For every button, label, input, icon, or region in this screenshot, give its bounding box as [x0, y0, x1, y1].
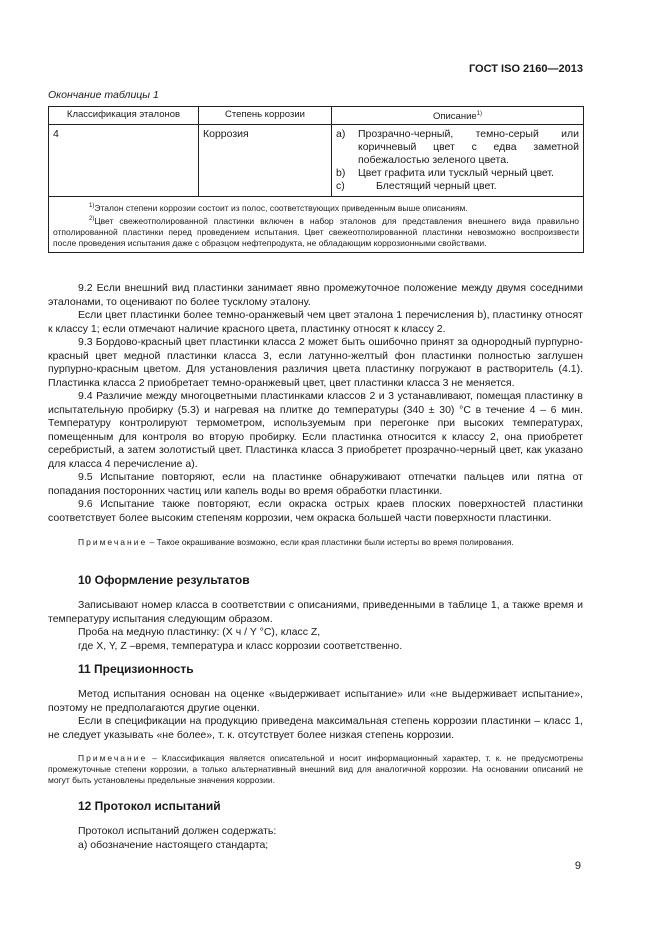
paragraph-11-2: Если в спецификации на продукцию приведена максимальная степень коррозии пластинки – класс 1, не следует указывать «не более», т. к. отсутствует более низкая степень коррозии.: [48, 715, 583, 741]
paragraph-12-2: а) обозначение настоящего стандарта;: [78, 838, 269, 851]
table-header-row: [49, 107, 584, 125]
description-item: b) Цвет графита или тусклый черный цвет.: [336, 167, 554, 180]
paragraph-10-2: Проба на медную пластинку: (X ч / Y °C), класс Z,: [78, 626, 321, 638]
description-item: a) Прозрачно-черный, темно-серый или коричневый цвет с едва заметной побежалостью зеленого цвета.: [336, 128, 579, 167]
paragraph-10-3: где X, Y, Z –время, температура и класс коррозии соответственно.: [78, 639, 403, 652]
paragraph-11-1: Метод испытания основан на оценке «выдерживает испытание» или «не выдерживает испытание», поэтому не предполагаются другие оценки.: [48, 688, 583, 714]
corrosion-table: [48, 106, 584, 253]
section-11-note: Примечание – Классификация является описательной и носит информационный характер, т. к. не предусмотрены промежуточные степени коррозии, а только альтернативный внешний вид для аналогичной коррозии. На основании описаний не могут быть установлены предельные значения коррозии.: [48, 753, 583, 785]
cell-description: [332, 125, 584, 197]
table-footnotes: [49, 197, 584, 253]
paragraph-9-3: 9.3 Бордово-красный цвет пластинки класса 2 может быть ошибочно принят за однородный пурпурно-красный цвет медной пластинки класса 3, если латунно-желтый фон пластинки полностью заглушен пурпурно-красным цветом. Для установления различия цвета пластинку погружают в растворитель (4.1). Пластинка класса 2 приобретает темно-оранжевый цвет, цвет пластинки класса 3 не меняется.: [48, 336, 583, 389]
cell-classification: 4: [49, 125, 199, 197]
section-10-title: 10 Оформление результатов: [78, 573, 250, 587]
header-classification: Классификация эталонов: [49, 107, 199, 125]
section-11-title: 11 Прецизионность: [78, 662, 194, 676]
section-9-body: [48, 282, 583, 525]
footnote-2: $^{2)}$Цвет свежеотполированной пластинки включен в набор эталонов для представления внешнего вида правильно отполированной пластинки перед проведением испытания. Цвет свежеотполированной пластинки невозможно воспроизвести после проведения испытания даже с образцом нефтепродукта, не обладающим коррозионными свойствами.: [53, 215, 579, 248]
section-12-title: 12 Протокол испытаний: [78, 799, 221, 813]
paragraph-9-4: 9.4 Различие между многоцветными пластинками классов 2 и 3 устанавливают, помещая пластинку в испытательную пробирку (5.3) и нагревая на плитке до температуры (340 ± 30) °С в течение 4 – 6 мин. Температуру контролируют термометром, используемым при перегонке при высоких температурах, помещенным для контроля во вторую пробирку. Если пластинка относится к классу 2, она приобретет серебристый, а затем золотистый цвет. Пластинка класса 3 приобретет прозрачно-черный цвет, как указано для класса 4 перечисление а).: [48, 390, 583, 470]
paragraph-9-6: 9.6 Испытание также повторяют, если окраска острых краев плоских поверхностей пластинки соответствует более высоким степеням коррозии, чем окраска большей части поверхности пластинки.: [48, 498, 583, 524]
section-10-body: [48, 599, 583, 653]
document-header: ГОСТ ISO 2160—2013: [468, 63, 583, 75]
footnote-1: $^{1)}$Эталон степени коррозии состоит из полос, соответствующих приведенным выше описаниям.: [89, 202, 468, 213]
cell-degree: Коррозия: [199, 125, 332, 197]
table-row: [49, 125, 584, 197]
paragraph-9-2-b: Если цвет пластинки более темно-оранжевый чем цвет эталона 1 перечисления b), пластинку относят к классу 1; если отмечают наличие красного цвета, пластинку относят к классу 2.: [48, 309, 583, 335]
section-11-body: [48, 688, 583, 742]
header-description: Описание$^{1)}$: [332, 107, 584, 125]
paragraph-12-1: Протокол испытаний должен содержать:: [78, 825, 277, 837]
section-9-note: Примечание – Такое окрашивание возможно, если края пластинки были истерты во время полирования.: [78, 537, 514, 547]
section-12-body: [48, 825, 583, 852]
description-item: c) Блестящий черный цвет.: [336, 180, 497, 193]
page-number: 9: [574, 860, 581, 872]
table-caption: Окончание таблицы 1: [48, 89, 159, 101]
header-degree: Степень коррозии: [199, 107, 332, 125]
paragraph-9-2: 9.2 Если внешний вид пластинки занимает явно промежуточное положение между двумя соседними эталонами, то оценивают по более тусклому эталону.: [48, 282, 583, 308]
paragraph-9-5: 9.5 Испытание повторяют, если на пластинке обнаруживают отпечатки пальцев или пятна от попадания посторонних частиц или капель воды во время обработки пластинки.: [48, 471, 583, 497]
paragraph-10-1: Записывают номер класса в соответствии с описаниями, приведенными в таблице 1, а также время и температуру испытания следующим образом.: [48, 599, 583, 625]
